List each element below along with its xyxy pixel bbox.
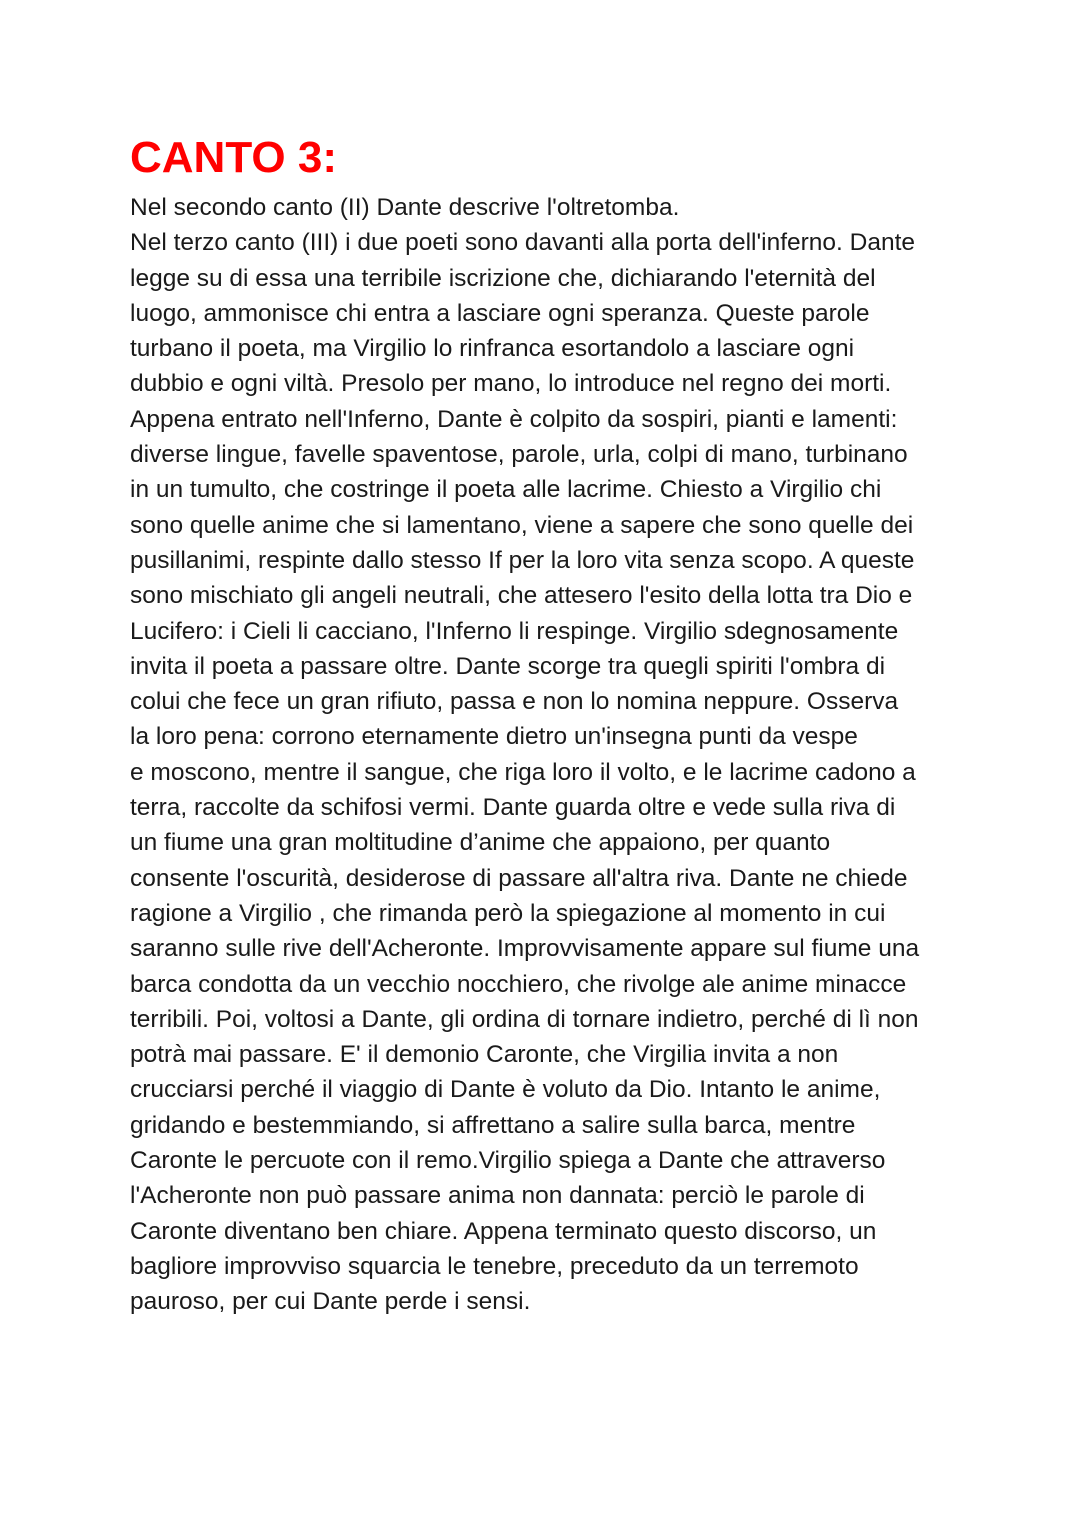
text-line: legge su di essa una terribile iscrizione che, dichiarando l'eternità del (130, 264, 876, 292)
text-line: la loro pena: corrono eternamente dietro un'insegna punti da vespe (130, 723, 858, 751)
text-line: Lucifero: i Cieli li cacciano, l'Inferno li respinge. Virgilio sdegnosamente (130, 617, 899, 645)
text-line: un fiume una gran moltitudine d’anime che appaiono, per quanto (130, 829, 831, 857)
text-line: turbano il poeta, ma Virgilio lo rinfranca esortandolo a lasciare ogni (130, 335, 855, 363)
text-line: in un tumulto, che costringe il poeta alle lacrime. Chiesto a Virgilio chi (130, 476, 882, 504)
text-line: pusillanimi, respinte dallo stesso If per la loro vita senza scopo. A queste (130, 546, 915, 574)
body-paragraph (130, 190, 960, 1320)
text-line: sono quelle anime che si lamentano, viene a sapere che sono quelle dei (130, 511, 914, 539)
text-line: barca condotta da un vecchio nocchiero, che rivolge ale anime minacce (130, 970, 907, 998)
text-line: consente l'oscurità, desiderose di passare all'altra riva. Dante ne chiede (130, 864, 908, 892)
text-line: potrà mai passare. E' il demonio Caronte, che Virgilia invita a non (130, 1041, 839, 1069)
text-line: dubbio e ogni viltà. Presolo per mano, lo introduce nel regno dei morti. (130, 370, 892, 398)
text-line: Appena entrato nell'Inferno, Dante è colpito da sospiri, pianti e lamenti: (130, 405, 898, 433)
page-title: CANTO 3: (130, 133, 337, 182)
text-line: saranno sulle rive dell'Acheronte. Improvvisamente appare sul fiume una (130, 935, 920, 963)
text-line: Caronte diventano ben chiare. Appena terminato questo discorso, un (130, 1217, 877, 1245)
text-line: sono mischiato gli angeli neutrali, che attesero l'esito della lotta tra Dio e (130, 582, 913, 610)
text-line: crucciarsi perché il viaggio di Dante è voluto da Dio. Intanto le anime, (130, 1076, 881, 1104)
text-line: diverse lingue, favelle spaventose, parole, urla, colpi di mano, turbinano (130, 441, 908, 469)
text-line: Nel secondo canto (II) Dante descrive l'oltretomba. (130, 194, 680, 221)
text-line: invita il poeta a passare oltre. Dante scorge tra quegli spiriti l'ombra di (130, 652, 886, 680)
text-line: Nel terzo canto (III) i due poeti sono davanti alla porta dell'inferno. Dante (130, 229, 916, 257)
text-line: e moscono, mentre il sangue, che riga loro il volto, e le lacrime cadono a (130, 758, 916, 786)
text-line: colui che fece un gran rifiuto, passa e non lo nomina neppure. Osserva (130, 688, 899, 716)
text-line: terribili. Poi, voltosi a Dante, gli ordina di tornare indietro, perché di lì non (130, 1005, 919, 1033)
text-line: terra, raccolte da schifosi vermi. Dante guarda oltre e vede sulla riva di (130, 794, 896, 822)
text-line: bagliore improvviso squarcia le tenebre, preceduto da un terremoto (130, 1252, 859, 1280)
text-line: luogo, ammonisce chi entra a lasciare ogni speranza. Queste parole (130, 299, 870, 327)
text-line: gridando e bestemmiando, si affrettano a salire sulla barca, mentre (130, 1111, 856, 1139)
text-line: pauroso, per cui Dante perde i sensi. (130, 1288, 531, 1316)
text-line: Caronte le percuote con il remo.Virgilio spiega a Dante che attraverso (130, 1147, 886, 1175)
text-line: l'Acheronte non può passare anima non dannata: perciò le parole di (130, 1182, 865, 1210)
text-line: ragione a Virgilio , che rimanda però la spiegazione al momento in cui (130, 899, 886, 927)
